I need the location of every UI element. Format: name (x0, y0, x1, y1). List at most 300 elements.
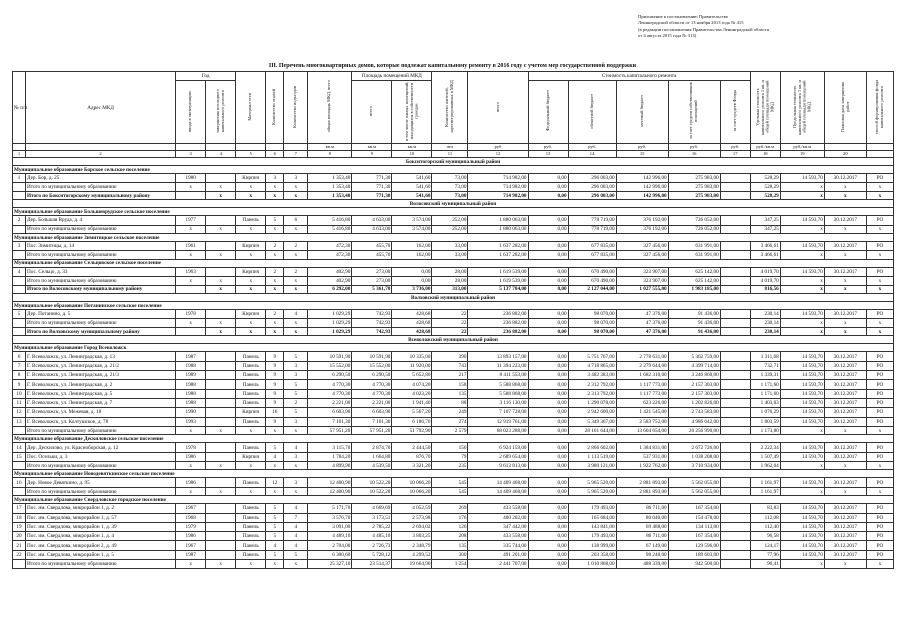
cell-col-10: 2 444,50 (392, 443, 432, 452)
cell-col-21: РО (866, 380, 893, 389)
cell-col-8: 12 400,90 (308, 478, 352, 487)
cell-col-2: Итого по муниципальному образованию (26, 183, 176, 192)
cell-col-11: 545 (432, 487, 468, 496)
cell-col-10: 3 574,00 (392, 216, 432, 225)
header-row-1 (13, 72, 894, 81)
cell-col-20: 30.12.2017 (824, 550, 866, 559)
table-row (13, 443, 894, 452)
cell-col-7: х (284, 560, 308, 569)
cell-col-13: 0,00 (528, 522, 568, 531)
cell-col-7: 4 (284, 504, 308, 513)
unit-cell-3 (176, 144, 206, 151)
cell-col-6: х (266, 319, 284, 328)
cell-col-19: 14 593,70 (780, 371, 824, 380)
cell-col-4 (206, 513, 236, 522)
cell-col-20: 30.12.2017 (824, 371, 866, 380)
cell-col-12: 1 619 539,00 (468, 267, 528, 276)
cell-col-2: Г. Всеволожск, ул. Ленинградская, д. 13 (26, 352, 176, 361)
cell-col-11: 743 (432, 361, 468, 370)
municipality-header-row (13, 470, 894, 478)
cell-col-16: 5 362 759,00 (668, 352, 720, 361)
col-entrances: Количество подъездов (284, 72, 308, 144)
cell-col-21: х (866, 319, 893, 328)
cell-col-20: 30.12.2017 (824, 242, 866, 251)
cell-col-13: 0,00 (528, 380, 568, 389)
cell-col-14: 296 003,00 (568, 174, 616, 183)
cell-col-9: 3 173,51 (352, 513, 392, 522)
cell-col-9: 2 726,73 (352, 541, 392, 550)
cell-col-3: 1986 (176, 452, 206, 461)
cell-col-5: х (236, 461, 266, 470)
cell-col-3 (176, 191, 206, 200)
cell-col-1 (13, 487, 26, 496)
cell-col-15: 2 778 631,00 (616, 352, 668, 361)
cell-col-12: 5 588 868,00 (468, 380, 528, 389)
cell-col-9: 10 522,20 (352, 487, 392, 496)
cell-col-8: 57 951,20 (308, 426, 352, 435)
cell-col-1 (13, 191, 26, 200)
cell-col-9: 1 664,80 (352, 452, 392, 461)
cell-col-5: Панель (236, 504, 266, 513)
cell-col-4 (206, 380, 236, 389)
cell-col-9: 6 290,50 (352, 371, 392, 380)
cell-col-14: 2 312 792,00 (568, 380, 616, 389)
cell-col-19: 14 593,70 (780, 408, 824, 417)
cell-col-3: х (176, 225, 206, 234)
cell-col-11: 73,00 (432, 174, 468, 183)
municipality-name: Муниципальное образование Зимитицкое сельское поселение (13, 234, 894, 242)
cell-col-3: 1988 (176, 361, 206, 370)
cell-col-3: 1987 (176, 550, 206, 559)
cell-col-21: х (866, 285, 893, 294)
cell-col-12: 433 558,00 (468, 504, 528, 513)
cell-col-15: 1 384 831,00 (616, 443, 668, 452)
cell-col-18: 1 339,31 (750, 371, 780, 380)
table-row (13, 398, 894, 407)
cell-col-9: 5 728,12 (352, 550, 392, 559)
cell-col-3: х (176, 277, 206, 286)
cell-col-20: х (824, 461, 866, 470)
col-nonres: Количество жителей, зарегистрированных в МКД (432, 72, 468, 144)
cell-col-19: х (780, 225, 824, 234)
cell-col-19: 14 593,70 (780, 267, 824, 276)
cell-col-20: х (824, 487, 866, 496)
cell-col-14: 5 965 520,00 (568, 478, 616, 487)
cell-col-10: 11 920,00 (392, 361, 432, 370)
unit-cell-4 (206, 144, 236, 151)
district-total-row (13, 191, 894, 200)
cell-col-17 (720, 513, 750, 522)
cell-col-19: х (780, 319, 824, 328)
cell-col-3: 1978 (176, 310, 206, 319)
cell-col-8: 3 115,70 (308, 443, 352, 452)
municipality-header-row (13, 234, 894, 242)
cell-col-17 (720, 285, 750, 294)
cell-col-21: РО (866, 242, 893, 251)
cell-col-12: 1 637 282,00 (468, 251, 528, 260)
cell-col-6: х (266, 251, 284, 260)
cell-col-11: 73,00 (432, 183, 468, 192)
cell-col-15: 86 711,00 (616, 532, 668, 541)
cell-col-8: 6 290,50 (308, 371, 352, 380)
cell-col-7: х (284, 487, 308, 496)
cell-col-21: РО (866, 532, 893, 541)
cell-col-21: РО (866, 478, 893, 487)
cell-col-15: 142 996,00 (616, 183, 668, 192)
col-year-built: ввода в эксплуатацию (176, 81, 206, 144)
cell-col-16: 625 142,00 (668, 277, 720, 286)
cell-col-18: 4 019,70 (750, 277, 780, 286)
cell-col-9: 273,00 (352, 277, 392, 286)
unit-cell-20 (824, 144, 866, 151)
cell-col-7: 3 (284, 371, 308, 380)
column-number-16: 16 (668, 151, 720, 158)
cell-col-18: 96,58 (750, 532, 780, 541)
cell-col-5: х (236, 191, 266, 200)
cell-col-1: 17 (13, 504, 26, 513)
cell-col-3: 1993 (176, 417, 206, 426)
cell-col-7: 2 (284, 242, 308, 251)
cell-col-6: 4 (266, 452, 284, 461)
cell-col-9: 4 539,50 (352, 461, 392, 470)
cell-col-8: 472,30 (308, 251, 352, 260)
cell-col-7: 4 (284, 522, 308, 531)
cell-col-19: х (780, 426, 824, 435)
cell-col-6: х (266, 426, 284, 435)
cell-col-5: х (236, 277, 266, 286)
municipality-header-row (13, 496, 894, 504)
col-mun: местный бюджет (616, 81, 668, 144)
cell-col-8: 6 300,60 (308, 550, 352, 559)
cell-col-8: 472,30 (308, 242, 352, 251)
cell-col-14: 98 070,00 (568, 319, 616, 328)
cell-col-11: 33,00 (432, 242, 468, 251)
cell-col-8: 4 899,90 (308, 461, 352, 470)
cell-col-11: 269 (432, 504, 468, 513)
cell-col-13: 0,00 (528, 310, 568, 319)
cell-col-3: 1988 (176, 389, 206, 398)
cell-col-18: 124,17 (750, 541, 780, 550)
cell-col-7: 4 (284, 541, 308, 550)
cell-col-14: 98 070,00 (568, 310, 616, 319)
cell-col-1: 1 (13, 174, 26, 183)
cell-col-15: 98 240,00 (616, 550, 668, 559)
cell-col-1: 16 (13, 478, 26, 487)
column-number-9: 9 (352, 151, 392, 158)
cell-col-17 (720, 550, 750, 559)
district-header-row (13, 158, 894, 166)
cell-col-3: 1990 (176, 408, 206, 417)
cell-col-21: х (866, 461, 893, 470)
cell-col-1 (13, 285, 26, 294)
cell-col-2: Итого по муниципальному образованию (26, 487, 176, 496)
cell-col-13: 0,00 (528, 408, 568, 417)
cell-col-12: 3 116 130,00 (468, 398, 528, 407)
cell-col-9: 742,93 (352, 319, 392, 328)
cell-col-16: 1 983 185,00 (668, 285, 720, 294)
col-fed: Федеральный бюджет (528, 81, 568, 144)
cell-col-19: 14 593,70 (780, 532, 824, 541)
cell-col-15: 327 456,00 (616, 242, 668, 251)
units-row (13, 144, 894, 151)
cell-col-8: 402,90 (308, 277, 352, 286)
cell-col-1: 5 (13, 310, 26, 319)
cell-col-21: РО (866, 371, 893, 380)
cell-col-8: 4 770,30 (308, 380, 352, 389)
cell-col-14: 677 835,00 (568, 242, 616, 251)
cell-col-8: 1 784,20 (308, 452, 352, 461)
cell-col-10: 0,00 (392, 267, 432, 276)
table-row (13, 452, 894, 461)
cell-col-11: 252,00 (432, 225, 468, 234)
cell-col-5: Панель (236, 532, 266, 541)
cell-col-19: х (780, 191, 824, 200)
cell-col-16: 275 983,00 (668, 191, 720, 200)
cell-col-14: 2 127 044,00 (568, 285, 616, 294)
cell-col-11: 274 (432, 417, 468, 426)
cell-col-5: Панель (236, 352, 266, 361)
cell-col-11: 390 (432, 352, 468, 361)
cell-col-18: 1 076,29 (750, 408, 780, 417)
municipality-total-row (13, 560, 894, 569)
cell-col-12: 8 411 553,00 (468, 371, 528, 380)
cell-col-21: х (866, 487, 893, 496)
cell-col-13: 0,00 (528, 183, 568, 192)
cell-col-13: 0,00 (528, 174, 568, 183)
cell-col-4: х (206, 277, 236, 286)
cell-col-19: 14 593,70 (780, 216, 824, 225)
cell-col-2: Дер. Потанино, д. 5 (26, 310, 176, 319)
municipality-name: Муниципальное образование Потанинское сельское поселение (13, 302, 894, 310)
cell-col-4 (206, 550, 236, 559)
cell-col-17 (720, 504, 750, 513)
cell-col-20: 30.12.2017 (824, 361, 866, 370)
table-row (13, 352, 894, 361)
cell-col-20: х (824, 327, 866, 336)
cell-col-13: 0,00 (528, 541, 568, 550)
cell-col-2: Дер. Большая Вруда, д. 4 (26, 216, 176, 225)
cell-col-17 (720, 532, 750, 541)
cell-col-21: х (866, 251, 893, 260)
col-floors: Количество этажей (266, 72, 284, 144)
cell-col-21: х (866, 191, 893, 200)
cell-col-14: 2 942 600,00 (568, 408, 616, 417)
cell-col-15: 1 027 555,00 (616, 285, 668, 294)
cell-col-15: 488 339,00 (616, 560, 668, 569)
cell-col-8: 5 416,80 (308, 216, 352, 225)
cell-col-17 (720, 461, 750, 470)
cell-col-10: 4 299,52 (392, 550, 432, 559)
cell-col-9: 23 514,37 (352, 560, 392, 569)
cell-col-2: Итого по муниципальному образованию (26, 319, 176, 328)
cell-col-14: 670 490,00 (568, 277, 616, 286)
cell-col-19: 14 593,70 (780, 513, 824, 522)
cell-col-17 (720, 478, 750, 487)
col-total-area: общая площадь МКД, всего (308, 72, 352, 144)
cell-col-7: 5 (284, 408, 308, 417)
cell-col-9: 2 785,22 (352, 522, 392, 531)
cell-col-6: 2 (266, 242, 284, 251)
cell-col-15: 2 881 893,00 (616, 487, 668, 496)
cell-col-6: х (266, 277, 284, 286)
cell-col-11: 135 (432, 389, 468, 398)
unit-cell-21 (866, 144, 893, 151)
cell-col-13: 0,00 (528, 487, 568, 496)
cell-col-11: 313,00 (432, 285, 468, 294)
cell-col-3: 1987 (176, 352, 206, 361)
cell-col-19: 14 593,70 (780, 541, 824, 550)
cell-col-18: 1 507,49 (750, 452, 780, 461)
municipality-name: Муниципальное образование Новодевяткинское сельское поселение (13, 470, 894, 478)
cell-col-13: 0,00 (528, 452, 568, 461)
cell-col-9: 7 161,30 (352, 417, 392, 426)
cell-col-14: 4 718 865,00 (568, 361, 616, 370)
table-row (13, 389, 894, 398)
cell-col-18: 1 173,80 (750, 426, 780, 435)
cell-col-19: 14 593,70 (780, 504, 824, 513)
cell-col-10: 3 736,00 (392, 285, 432, 294)
cell-col-7: 3 (284, 361, 308, 370)
cell-col-7: 5 (284, 352, 308, 361)
cell-col-11: 1 254 (432, 560, 468, 569)
cell-col-11: 300 (432, 550, 468, 559)
column-numbers-row (13, 151, 894, 158)
cell-col-2: Итого по Волховскому муниципальному району (26, 327, 176, 336)
repair-register-table (12, 71, 894, 569)
cell-col-20: 30.12.2017 (824, 267, 866, 276)
cell-col-16: 5 562 055,00 (668, 478, 720, 487)
cell-col-20: 30.12.2017 (824, 417, 866, 426)
cell-col-17 (720, 426, 750, 435)
cell-col-15: 80 040,00 (616, 513, 668, 522)
cell-col-10: 876,70 (392, 452, 432, 461)
municipality-total-row (13, 461, 894, 470)
cell-col-16: 91 436,00 (668, 327, 720, 336)
col-owners: за счет средств собственников помещений (668, 81, 720, 144)
cell-col-4 (206, 267, 236, 276)
cell-col-8: 1 353,40 (308, 183, 352, 192)
cell-col-6: 2 (266, 310, 284, 319)
cell-col-10: 541,60 (392, 183, 432, 192)
cell-col-18: 1 171,60 (750, 389, 780, 398)
cell-col-8: 4 770,30 (308, 389, 352, 398)
cell-col-5: х (236, 560, 266, 569)
cell-col-17 (720, 310, 750, 319)
cell-col-19: х (780, 487, 824, 496)
cell-col-1: 18 (13, 513, 26, 522)
column-number-12: 12 (468, 151, 528, 158)
column-number-1: 1 (13, 151, 26, 158)
unit-cell-2 (26, 144, 176, 151)
cell-col-12: 433 558,00 (468, 532, 528, 541)
cell-col-6: 5 (266, 216, 284, 225)
cell-col-21: РО (866, 504, 893, 513)
cell-col-14: 5 349 367,00 (568, 417, 616, 426)
table-row (13, 541, 894, 550)
cell-col-11: 33,00 (432, 251, 468, 260)
cell-col-12: 335 744,00 (468, 541, 528, 550)
cell-col-11: 88 (432, 398, 468, 407)
cell-col-17 (720, 452, 750, 461)
municipality-name: Муниципальное образование Город Всеволожск (13, 344, 894, 352)
cell-col-10: 3 574,00 (392, 225, 432, 234)
cell-col-17 (720, 251, 750, 260)
cell-col-7: х (284, 251, 308, 260)
cell-col-8: 10 591,90 (308, 352, 352, 361)
column-number-8: 8 (308, 151, 352, 158)
cell-col-2: Г. Всеволожск, ул. Межевая, д. 18 (26, 408, 176, 417)
cell-col-17 (720, 319, 750, 328)
cell-col-12: 400 202,00 (468, 513, 528, 522)
cell-col-18: 1 161,97 (750, 487, 780, 496)
cell-col-7: 4 (284, 443, 308, 452)
cell-col-5: Панель (236, 380, 266, 389)
municipality-total-row (13, 251, 894, 260)
table-row (13, 174, 894, 183)
cell-col-21: РО (866, 216, 893, 225)
municipality-total-row (13, 487, 894, 496)
cell-col-16: 167 354,00 (668, 532, 720, 541)
cell-col-2: Г. Всеволожск, ул. Колтушское, д. 78 (26, 417, 176, 426)
cell-col-5: Панель (236, 371, 266, 380)
cell-col-6: х (266, 225, 284, 234)
cell-col-17 (720, 267, 750, 276)
cell-col-9: 15 552,00 (352, 361, 392, 370)
cell-col-8: 1 029,29 (308, 310, 352, 319)
cell-col-20: 30.12.2017 (824, 513, 866, 522)
district-name: Всеволожский муниципальный район (13, 336, 894, 344)
municipality-header-row (13, 208, 894, 216)
cell-col-21: х (866, 560, 893, 569)
cell-col-11: 73,00 (432, 191, 468, 200)
cell-col-6: 16 (266, 408, 284, 417)
unit-cell-7 (284, 144, 308, 151)
cell-col-18: 112,08 (750, 513, 780, 522)
cell-col-20: х (824, 183, 866, 192)
cell-col-4 (206, 541, 236, 550)
cell-col-12: 2 441 707,00 (468, 560, 528, 569)
cell-col-3: х (176, 461, 206, 470)
cell-col-4 (206, 417, 236, 426)
cell-col-7: х (284, 191, 308, 200)
cell-col-18: 77,96 (750, 550, 780, 559)
cell-col-5: Панель (236, 361, 266, 370)
cell-col-20: 30.12.2017 (824, 452, 866, 461)
cell-col-11: 176 (432, 513, 468, 522)
cell-col-15: 376 192,00 (616, 225, 668, 234)
cell-col-16: 91 436,00 (668, 319, 720, 328)
col-method: способ формирования фонда капитального ремонта (866, 72, 893, 144)
cell-col-16: 1 038 208,00 (668, 452, 720, 461)
cell-col-6: 12 (266, 478, 284, 487)
column-number-21 (866, 151, 893, 158)
column-number-2: 2 (26, 151, 176, 158)
cell-col-9: 4 485,10 (352, 532, 392, 541)
cell-col-8: 5 416,80 (308, 225, 352, 234)
cell-col-7: 7 (284, 513, 308, 522)
cell-col-5: Панель (236, 522, 266, 531)
cell-col-4: х (206, 319, 236, 328)
cell-col-3: 1989 (176, 371, 206, 380)
table-row (13, 310, 894, 319)
municipality-header-row (13, 166, 894, 174)
cell-col-12: 6 924 159,00 (468, 443, 528, 452)
cell-col-6: 9 (266, 417, 284, 426)
col-no: № п/п (13, 72, 26, 144)
column-number-4: 4 (206, 151, 236, 158)
cell-col-5: х (236, 426, 266, 435)
cell-col-18: 528,29 (750, 174, 780, 183)
